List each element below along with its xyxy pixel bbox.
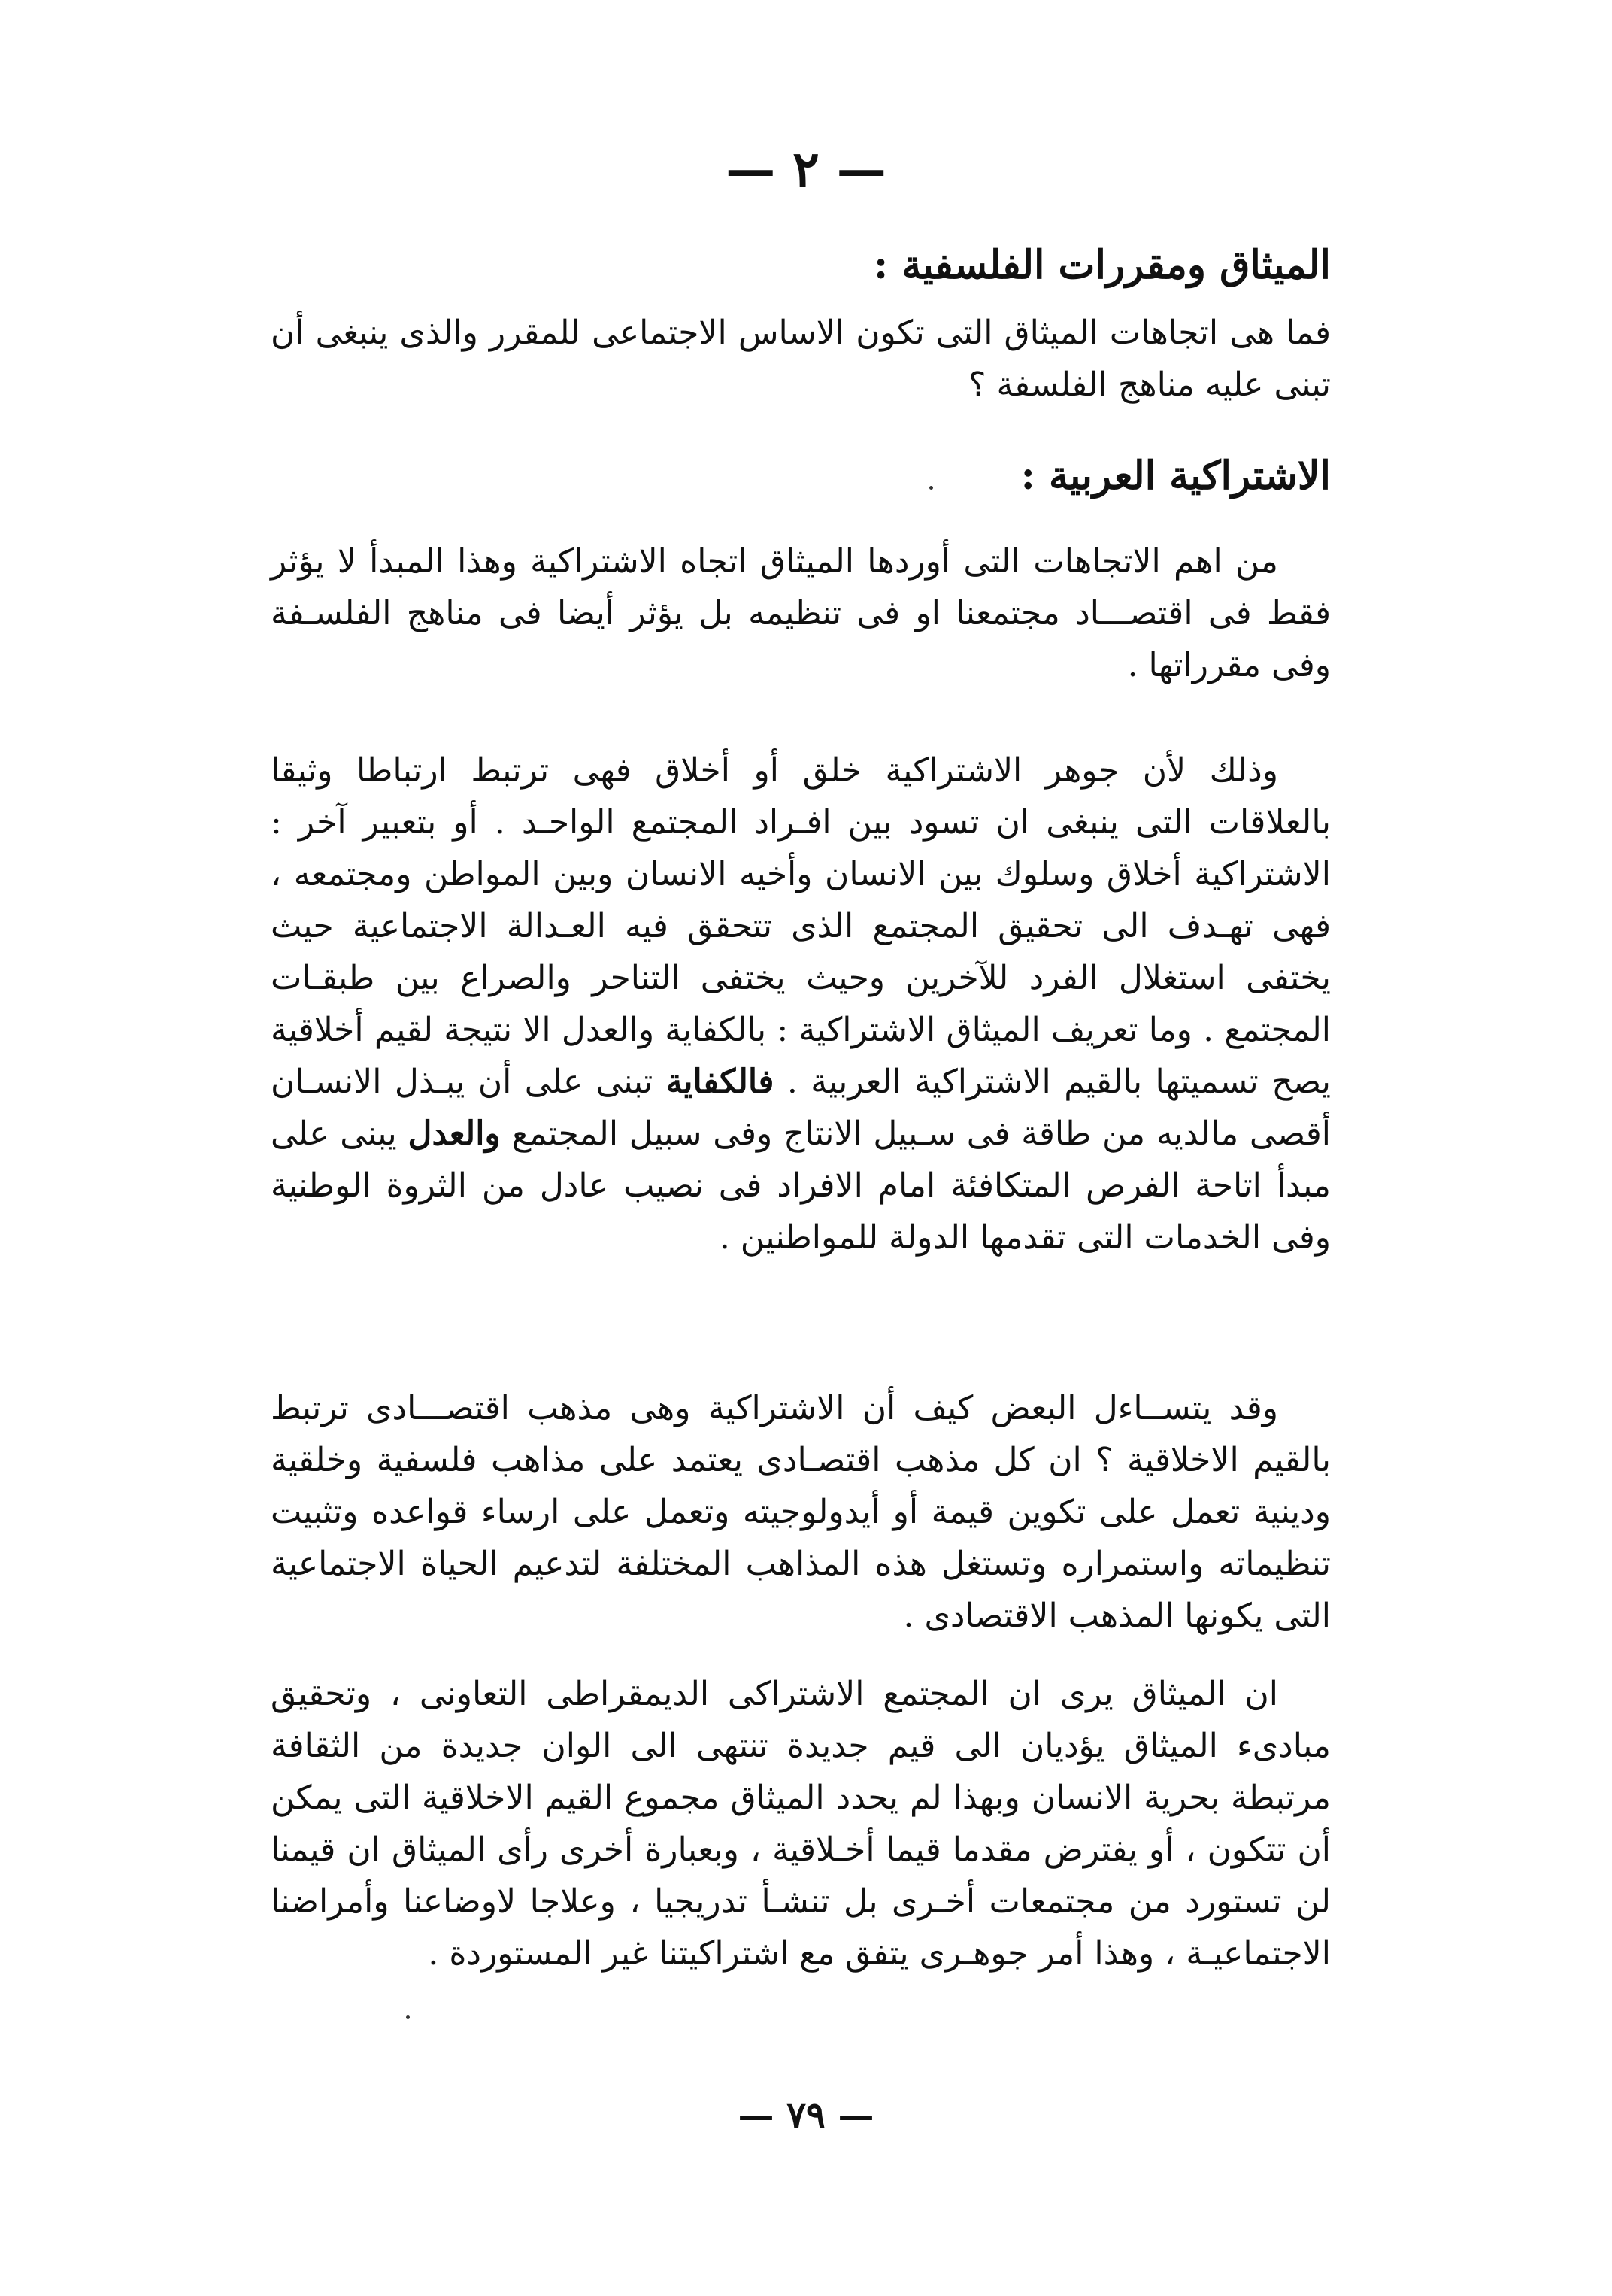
paragraph-2-text [271, 745, 1331, 1263]
paragraph-4 [271, 1668, 1331, 1979]
paragraph-2-part-3: يبنى على مبدأ اتاحة الفرص المتكافئة امام الافراد فى نصيب عادل من الثروة الوطنية وفى الخدمات التى تقدمها الدولة للمواطنين . [271, 1115, 1331, 1257]
intro-question: فما هى اتجاهات الميثاق التى تكون الاساس الاجتماعى للمقرر والذى ينبغى أن تبنى عليه مناهج الفلسفة ؟ [271, 314, 1331, 404]
paragraph-2-part-1: وذلك لأن جوهر الاشتراكية خلق أو أخلاق فهى ترتبط ارتباطا وثيقا بالعلاقات التى ينبغى ان تسود بين افـراد المجتمع الواحـد . أو بتعبير آخر : الاشتراكية أخلاق وسلوك بين الانسان وأخيه الانسان وبين المواطن ومجتمعه ، فهى تهـدف الى تحقيق المجتمع الذى تتحقق فيه العـدالة الاجتماعية حيث يختفى استغلال الفرد للآخرين وحيث يختفى التناحر والصراع بين طبقـات المجتمع . وما تعريف الميثاق الاشتراكية : بالكفاية والعدل الا نتيجة لقيم أخلاقية يصح تسميتها بالقيم الاشتراكية العربية . [271, 751, 1331, 1101]
paragraph-3-text: وقد يتســاءل البعض كيف أن الاشتراكية وهى مذهب اقتصـــادى ترتبط بالقيم الاخلاقية ؟ ان كل مذهب اقتصـادى يعتمد على مذاهب فلسفية وخلقية ودينية تعمل على تكوين قيمة أو أيدولوجيته وتعمل على ارساء قواعده وتثبيت تنظيماته واستمراره وتستغل هذه المذاهب المختلفة لتدعيم الحياة الاجتماعية التى يكونها المذهب الاقتصادى . [271, 1389, 1331, 1635]
scan-speck [406, 2015, 410, 2019]
paragraph-4-text: ان الميثاق يرى ان المجتمع الاشتراكى الديمقراطى التعاونى ، وتحقيق مبادىء الميثاق يؤديان الى قيم جديدة تنتهى الى الوان جديدة من الثقافة مرتبطة بحرية الانسان وبهذا لم يحدد الميثاق مجموع القيم الاخلاقية التى يمكن أن تتكون ، أو يفترض مقدما قيما أخـلاقية ، وبعبارة أخرى رأى الميثاق ان قيمنا لن تستورد من مجتمعات أخـرى بل تنشـأ تدريجيا ، وعلاجا لاوضاعنا وأمراضنا الاجتماعيـة ، وهذا أمر جوهـرى يتفق مع اشتراكيتنا غير المستوردة . [271, 1675, 1331, 1973]
section-heading-charter: الميثاق ومقررات الفلسفية : [874, 242, 1331, 288]
paragraph-2-bold-sufficiency: فالكفاية [665, 1063, 774, 1101]
paragraph-1-text: من اهم الاتجاهات التى أوردها الميثاق اتجاه الاشتراكية وهذا المبدأ لا يؤثر فقط فى اقتصـــاد مجتمعنا او فى تنظيمه بل يؤثر أيضا فى مناهج الفلسـفة وفى مقرراتها . [271, 542, 1331, 684]
section-heading-arab-socialism: الاشتراكية العربية : [1020, 453, 1331, 499]
page-number-top: — ٢ — [726, 140, 886, 199]
page-number-bottom: — ٧٩ — [738, 2094, 874, 2137]
paragraph-2-part-2: تبنى على أن يبـذل الانسـان أقصى مالديه من طاقة فى سـبيل الانتاج وفى سبيل المجتمع [271, 1063, 1331, 1153]
paragraph-2-bold-justice: والعدل [408, 1115, 501, 1153]
paragraph-1 [271, 535, 1331, 691]
paragraph-2 [271, 745, 1331, 1263]
paragraph-3 [271, 1382, 1331, 1642]
intro-question-paragraph [271, 307, 1331, 411]
scan-speck [929, 486, 933, 490]
